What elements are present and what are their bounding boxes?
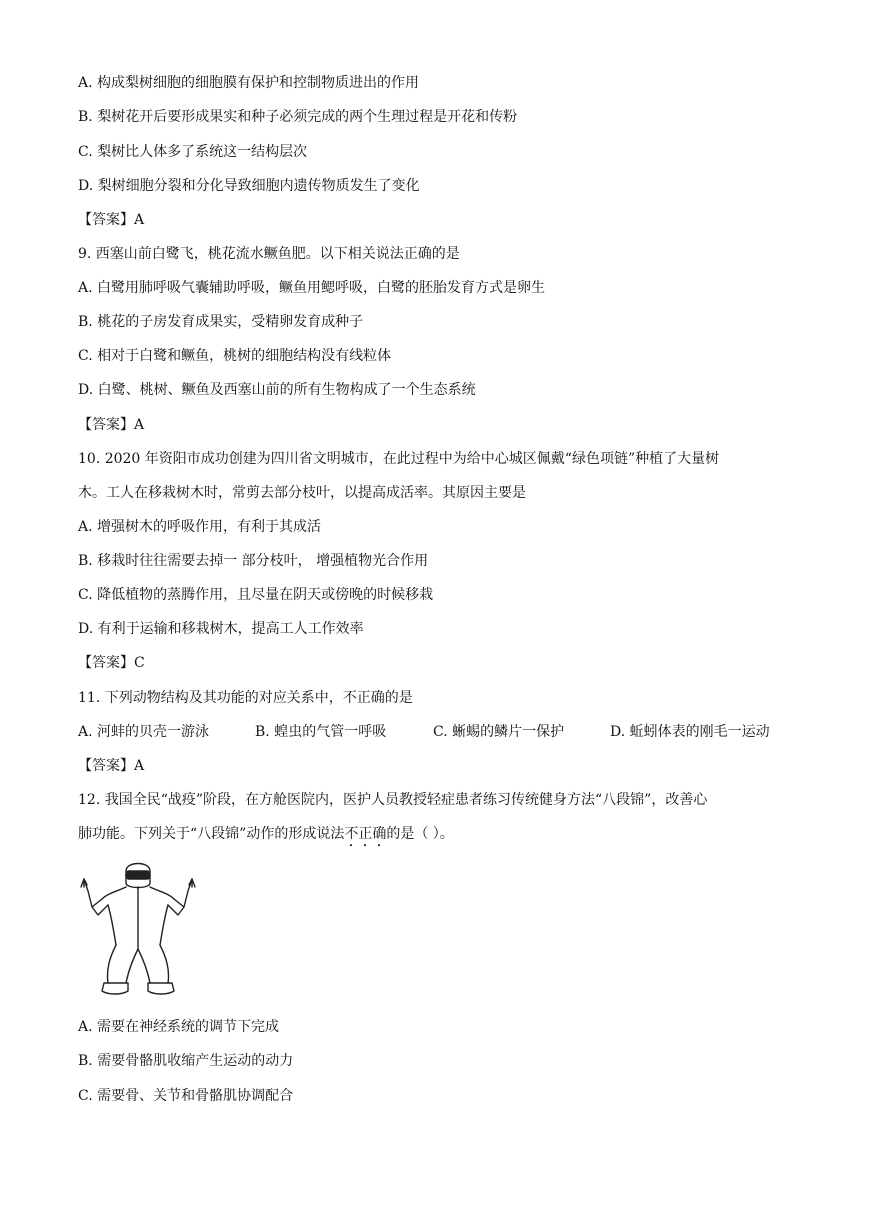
q12-stem-post: 的是（ ）。 [386, 826, 454, 842]
q8-option-d: D. 梨树细胞分裂和分化导致细胞内遗传物质发生了变化 [78, 178, 420, 194]
q9-stem: 9. 西塞山前白鹭飞，桃花流水鳜鱼肥。以下相关说法正确的是 [78, 246, 460, 262]
q8-answer: 【答案】A [78, 212, 145, 228]
q10-option-d: D. 有利于运输和移栽树木，提高工人工作效率 [78, 621, 364, 637]
q12-option-a: A. 需要在神经系统的调节下完成 [78, 1019, 280, 1035]
q12-option-b: B. 需要骨骼肌收缩产生运动的动力 [78, 1053, 294, 1069]
q12-option-c: C. 需要骨、关节和骨骼肌协调配合 [78, 1088, 294, 1104]
protective-suit-figure [78, 857, 198, 1002]
q11-option-d: D. 蚯蚓体表的刚毛一运动 [610, 724, 770, 740]
q12-stem-line1: 12. 我国全民“战疫”阶段，在方舱医院内，医护人员教授轻症患者练习传统健身方法“八段锦”，改善心 [78, 792, 708, 808]
q10-option-a: A. 增强树木的呼吸作用，有利于其成活 [78, 519, 322, 535]
q12-stem-line2 [78, 824, 454, 850]
q9-option-c: C. 相对于白鹭和鳜鱼，桃树的细胞结构没有线粒体 [78, 348, 392, 364]
q10-stem-line1: 10. 2020 年资阳市成功创建为四川省文明城市，在此过程中为给中心城区佩戴“绿色项链”种植了大量树 [78, 451, 720, 467]
q10-option-b: B. 移栽时往往需要去掉一 部分枝叶， 增强植物光合作用 [78, 553, 429, 569]
q8-option-b: B. 梨树花开后要形成果实和种子必须完成的两个生理过程是开花和传粉 [78, 109, 518, 125]
q10-option-c: C. 降低植物的蒸腾作用，且尽量在阴天或傍晚的时候移栽 [78, 587, 434, 603]
q10-answer: 【答案】C [78, 655, 145, 671]
q12-stem-pre: 肺功能。下列关于“八段锦”动作的形成说法 [78, 826, 345, 842]
q8-option-c: C. 梨树比人体多了系统这一结构层次 [78, 144, 308, 160]
q9-option-d: D. 白鹭、桃树、鳜鱼及西塞山前的所有生物构成了一个生态系统 [78, 382, 476, 398]
q10-stem-line2: 木。工人在移栽树木时，常剪去部分枝叶，以提高成活率。其原因主要是 [78, 485, 526, 501]
q9-option-b: B. 桃花的子房发育成果实，受精卵发育成种子 [78, 314, 364, 330]
q12-stem-emphasis: 不正确 [344, 826, 387, 842]
q9-answer: 【答案】A [78, 417, 145, 433]
q11-answer: 【答案】A [78, 758, 145, 774]
q9-option-a: A. 白鹭用肺呼吸气囊辅助呼吸，鳜鱼用鳃呼吸，白鹭的胚胎发育方式是卵生 [78, 280, 546, 296]
q11-option-a: A. 河蚌的贝壳一游泳 [78, 724, 210, 740]
q11-option-c: C. 蜥蜴的鳞片一保护 [433, 724, 565, 740]
q8-option-a: A. 构成梨树细胞的细胞膜有保护和控制物质进出的作用 [78, 75, 420, 91]
q11-option-b: B. 蝗虫的气管一呼吸 [255, 724, 387, 740]
q11-stem: 11. 下列动物结构及其功能的对应关系中，不正确的是 [78, 690, 413, 706]
